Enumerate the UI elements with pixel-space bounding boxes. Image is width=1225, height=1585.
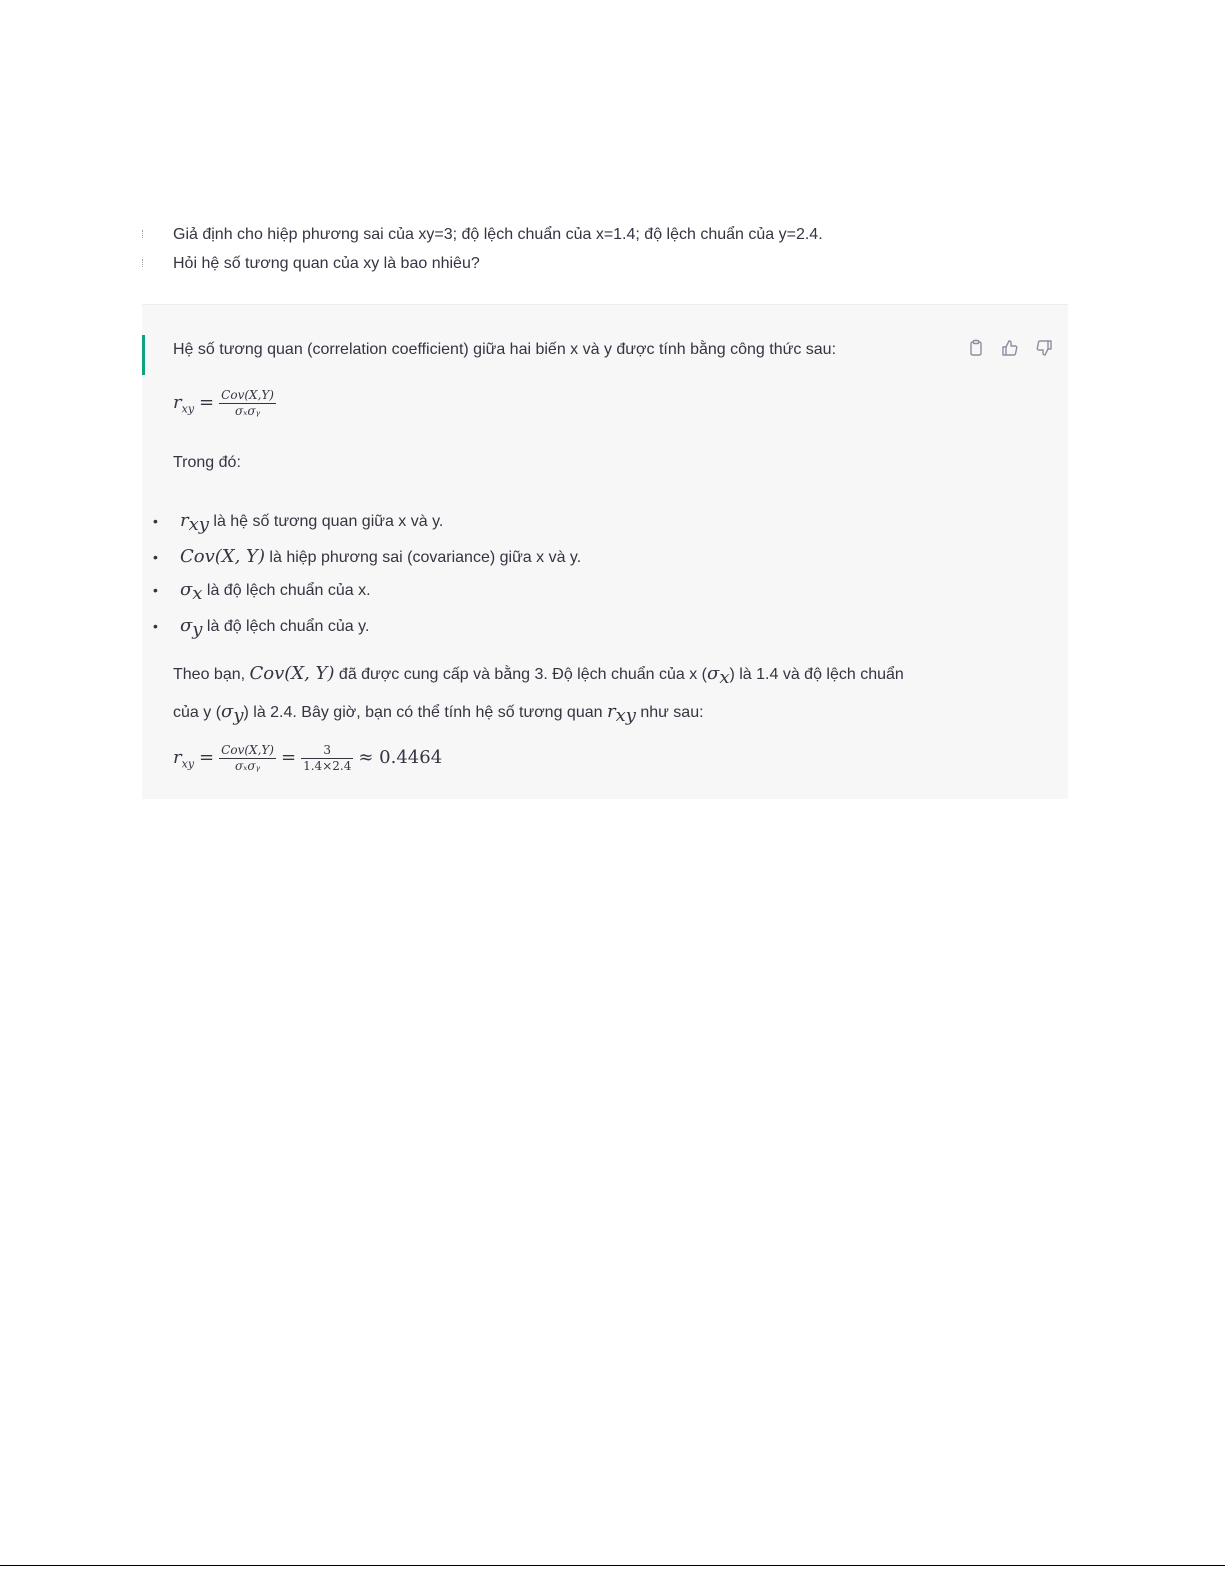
user-message: [142, 220, 1068, 278]
formula-fraction: $\frac{\text{Cov(X,Y)}}{\text{σₓσᵧ}}$: [221, 743, 274, 773]
message-marker: [142, 230, 145, 238]
assistant-intro: Hệ số tương quan (correlation coefficient) giữa hai biến x và y được tính bằng công thức sau:: [173, 341, 837, 358]
definition-list: [163, 505, 581, 647]
user-message-line-2: Hỏi hệ số tương quan của xy là bao nhiêu?: [142, 249, 1068, 278]
list-item: • Cov(X, Y) là hiệp phương sai (covariance) giữa x và y.: [163, 541, 581, 574]
clipboard-icon[interactable]: [966, 338, 986, 358]
message-actions: [966, 338, 1054, 358]
calculation-formula: $r_{xy}$ = $\frac{\text{Cov(X,Y)}}{\text{σₓσᵧ}}$ = $\frac{3}{1.4\times 2.4}$ ≈ 0.4464: [173, 743, 443, 773]
formula-fraction: $\frac{\text{Cov(X,Y)}}{\text{σₓσᵧ}}$: [221, 388, 274, 418]
trong-do-label: Trong đó:: [173, 454, 241, 471]
correlation-formula: $r_{xy}$ = $\frac{\text{Cov(X,Y)}}{\text{σₓσᵧ}}$: [173, 388, 274, 418]
user-message-line-1: Giả định cho hiệp phương sai của xy=3; độ lệch chuẩn của x=1.4; độ lệch chuẩn của y=2.4.: [142, 220, 1068, 249]
thumbs-up-icon[interactable]: [1000, 338, 1020, 358]
message-marker: [142, 259, 145, 267]
list-item: • $\sigma_x$ là độ lệch chuẩn của x.: [163, 574, 581, 610]
list-item: • $r_{xy}$ là hệ số tương quan giữa x và y.: [163, 505, 581, 541]
formula-fraction: $\frac{3}{1.4\times 2.4}$: [303, 743, 352, 773]
assistant-message: [142, 304, 1068, 799]
thumbs-down-icon[interactable]: [1034, 338, 1054, 358]
list-item: • $\sigma_y$ là độ lệch chuẩn của y.: [163, 610, 581, 646]
assistant-accent-bar: [142, 335, 145, 375]
explanation-paragraph: Theo bạn, Cov(X, Y) đã được cung cấp và bằng 3. Độ lệch chuẩn của x $(\sigma_x)$ là 1.4 và độ lệch chuẩn của y $(\sigma_y)$ là 2.4. Bây giờ, bạn có thể tính hệ số tương quan $r_{xy}$ như sau:: [173, 663, 904, 727]
page-bottom-rule: [0, 1565, 1225, 1566]
